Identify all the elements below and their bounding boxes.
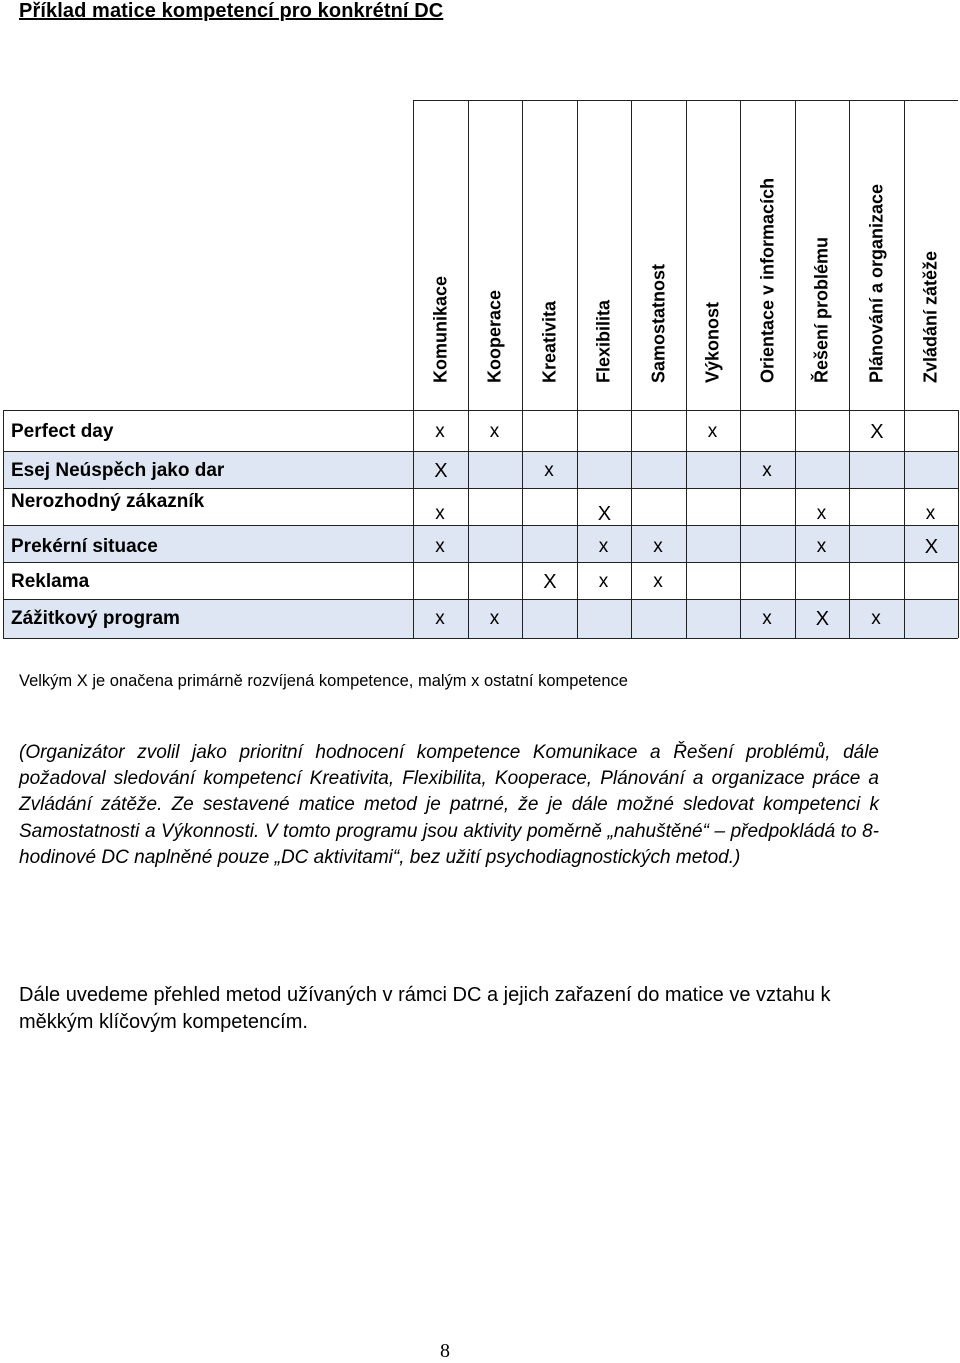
column-header-label: Komunikace bbox=[430, 275, 451, 383]
cell-divider bbox=[631, 563, 632, 599]
table-row bbox=[3, 599, 958, 638]
cell-divider bbox=[631, 489, 632, 525]
cell-divider bbox=[686, 452, 687, 488]
cell-mark: x bbox=[653, 571, 663, 592]
cell-divider bbox=[849, 526, 850, 562]
row-label: Reklama bbox=[11, 571, 90, 592]
cell-divider bbox=[740, 411, 741, 451]
column-header bbox=[740, 100, 795, 410]
cell-mark: x bbox=[762, 460, 772, 481]
column-header bbox=[904, 100, 959, 410]
column-header bbox=[686, 100, 741, 410]
cell-mark: x bbox=[816, 503, 827, 524]
cell-mark: x bbox=[871, 608, 881, 629]
column-header-label: Výkonost bbox=[702, 301, 723, 383]
cell-divider bbox=[468, 563, 469, 599]
cell-divider bbox=[795, 411, 796, 451]
row-label: Perfect day bbox=[11, 421, 114, 442]
column-header bbox=[631, 100, 686, 410]
cell-mark: x bbox=[544, 460, 554, 481]
explanation-paragraph: (Organizátor zvolil jako prioritní hodnocení kompetence Komunikace a Řešení problémů, dále požadoval sledování kompetencí Kreativita, Flexibilita, Kooperace, Plánování a organizace práce a Zvládání zátěže. Ze sestavené matice metod je patrné, že je dále možné sledovat kompetenci k Samostatnosti a Výkonnosti. V tomto programu jsou aktivity poměrně „nahuštěné“ – předpokládá to 8-hodinové DC naplněné pouze „DC aktivitami“, bez užití psychodiagnostických metod.) bbox=[19, 742, 879, 868]
cell-mark: x bbox=[762, 608, 772, 629]
cell-divider bbox=[413, 411, 414, 451]
cell-divider bbox=[522, 526, 523, 562]
cell-divider bbox=[849, 600, 850, 638]
page-number: 8 bbox=[440, 1340, 450, 1362]
matrix-legend: Velkým X je onačena primárně rozvíjená kompetence, malým x ostatní kompetence bbox=[19, 672, 628, 690]
row-label: Prekérní situace bbox=[11, 536, 158, 557]
cell-mark: x bbox=[435, 503, 445, 524]
cell-divider bbox=[468, 489, 469, 525]
cell-divider bbox=[686, 563, 687, 599]
cell-divider bbox=[631, 452, 632, 488]
cell-mark: x bbox=[435, 608, 445, 629]
cell-divider bbox=[740, 526, 741, 562]
cell-divider bbox=[686, 411, 687, 451]
table-row bbox=[3, 488, 958, 525]
column-header bbox=[413, 100, 468, 410]
column-header-label: Kooperace bbox=[484, 289, 505, 383]
cell-mark: x bbox=[435, 421, 445, 442]
column-header-label: Flexibilita bbox=[593, 299, 614, 383]
cell-mark: x bbox=[489, 608, 500, 629]
column-header bbox=[522, 100, 577, 410]
cell-divider bbox=[904, 452, 905, 488]
cell-divider bbox=[686, 526, 687, 562]
cell-divider bbox=[904, 563, 905, 599]
cell-divider bbox=[468, 411, 469, 451]
table-row bbox=[3, 451, 958, 488]
cell-mark: x bbox=[816, 536, 827, 557]
cell-divider bbox=[849, 489, 850, 525]
table-row bbox=[3, 410, 958, 451]
cell-divider bbox=[795, 452, 796, 488]
cell-mark: x bbox=[707, 421, 718, 442]
cell-divider bbox=[740, 600, 741, 638]
cell-divider bbox=[577, 600, 578, 638]
column-header-label: Plánování a organizace bbox=[866, 183, 887, 383]
column-header-label: Kreativita bbox=[539, 300, 560, 383]
cell-divider bbox=[904, 526, 905, 562]
cell-divider bbox=[631, 526, 632, 562]
table-row bbox=[3, 525, 958, 562]
cell-mark: x bbox=[598, 536, 609, 557]
table-right-border bbox=[958, 410, 959, 638]
cell-divider bbox=[413, 526, 414, 562]
cell-divider bbox=[468, 452, 469, 488]
cell-divider bbox=[522, 452, 523, 488]
page-title: Příklad matice kompetencí pro konkrétní DC bbox=[19, 0, 444, 22]
cell-divider bbox=[849, 563, 850, 599]
cell-divider bbox=[577, 526, 578, 562]
table-row bbox=[3, 562, 958, 599]
row-label: Nerozhodný zákazník bbox=[11, 491, 205, 512]
cell-mark: x bbox=[435, 536, 445, 557]
cell-mark: x bbox=[489, 421, 500, 442]
cell-divider bbox=[522, 411, 523, 451]
cell-divider bbox=[849, 411, 850, 451]
intro-paragraph: Dále uvedeme přehled metod užívaných v rámci DC a jejich zařazení do matice ve vztahu k měkkým klíčovým kompetencím. bbox=[19, 984, 831, 1033]
cell-divider bbox=[795, 600, 796, 638]
cell-mark: X bbox=[870, 421, 884, 443]
cell-divider bbox=[468, 600, 469, 638]
cell-divider bbox=[904, 600, 905, 638]
cell-divider bbox=[631, 411, 632, 451]
competency-matrix bbox=[3, 100, 958, 638]
cell-divider bbox=[795, 526, 796, 562]
cell-divider bbox=[577, 563, 578, 599]
cell-mark: X bbox=[597, 503, 612, 525]
cell-divider bbox=[904, 489, 905, 525]
cell-divider bbox=[577, 452, 578, 488]
cell-divider bbox=[686, 600, 687, 638]
cell-divider bbox=[522, 489, 523, 525]
column-header-label: Řešení problému bbox=[811, 236, 832, 383]
cell-divider bbox=[577, 411, 578, 451]
table-left-border bbox=[3, 410, 4, 638]
cell-divider bbox=[522, 600, 523, 638]
cell-divider bbox=[468, 526, 469, 562]
cell-divider bbox=[904, 411, 905, 451]
cell-divider bbox=[740, 489, 741, 525]
column-header-label: Orientace v informacích bbox=[757, 177, 778, 383]
column-header bbox=[795, 100, 850, 410]
cell-divider bbox=[413, 489, 414, 525]
cell-mark: x bbox=[653, 536, 663, 557]
cell-divider bbox=[740, 563, 741, 599]
cell-mark: X bbox=[543, 571, 557, 593]
cell-mark: x bbox=[598, 571, 609, 592]
cell-mark: X bbox=[434, 460, 448, 482]
cell-divider bbox=[413, 600, 414, 638]
row-label: Zážitkový program bbox=[11, 608, 180, 629]
cell-divider bbox=[413, 452, 414, 488]
cell-divider bbox=[522, 563, 523, 599]
cell-mark: X bbox=[924, 536, 939, 558]
cell-divider bbox=[849, 452, 850, 488]
column-header bbox=[849, 100, 904, 410]
cell-mark: X bbox=[815, 608, 830, 630]
cell-divider bbox=[413, 563, 414, 599]
column-header-label: Samostatnost bbox=[648, 263, 669, 383]
column-header-label: Zvládání zátěže bbox=[920, 250, 941, 383]
cell-mark: x bbox=[925, 503, 936, 524]
column-header bbox=[577, 100, 632, 410]
cell-divider bbox=[577, 489, 578, 525]
cell-divider bbox=[795, 489, 796, 525]
cell-divider bbox=[740, 452, 741, 488]
row-label: Esej Neúspěch jako dar bbox=[11, 460, 225, 481]
column-header bbox=[468, 100, 523, 410]
cell-divider bbox=[686, 489, 687, 525]
table-bottom-border bbox=[3, 638, 958, 639]
cell-divider bbox=[795, 563, 796, 599]
cell-divider bbox=[631, 600, 632, 638]
